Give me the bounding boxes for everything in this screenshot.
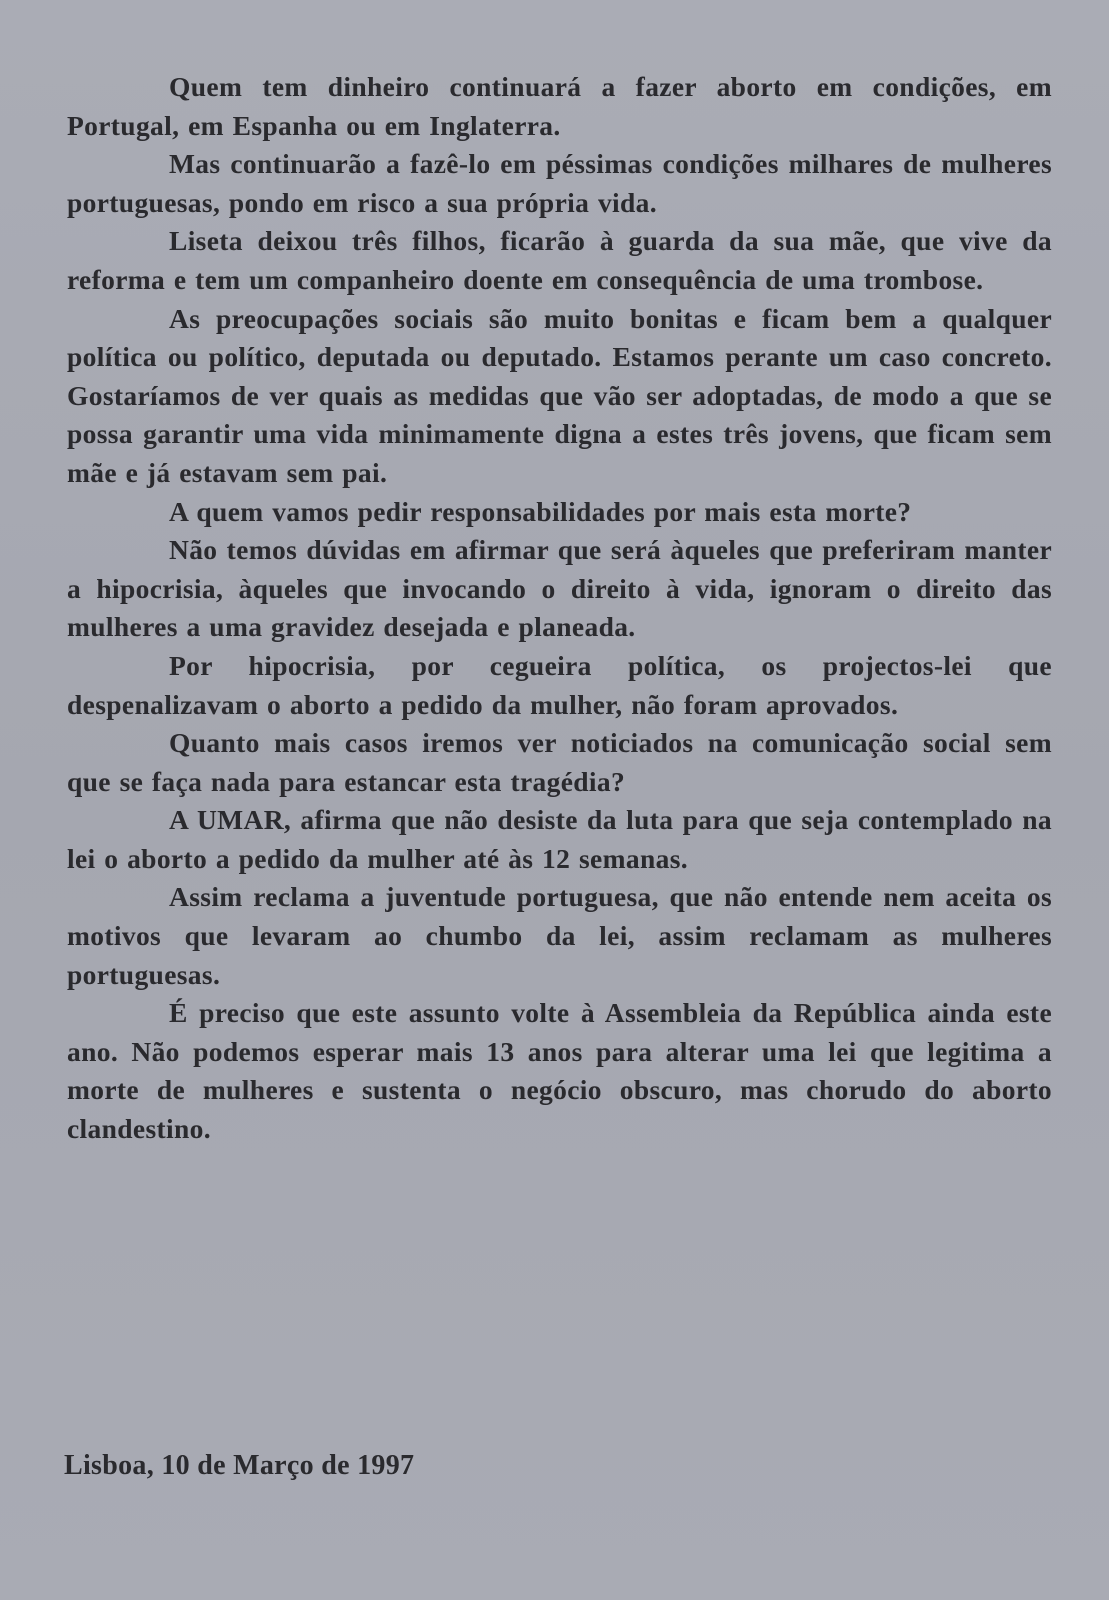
paragraph-10: Assim reclama a juventude portuguesa, que não entende nem aceita os motivos que levaram ao chumbo da lei, assim reclamam as mulheres portuguesas. — [67, 881, 1052, 990]
paragraph-9: A UMAR, afirma que não desiste da luta para que seja contemplado na lei o aborto a pedido da mulher até às 12 semanas. — [67, 804, 1052, 874]
document-body — [67, 68, 1052, 1149]
paragraph-5: A quem vamos pedir responsabilidades por mais esta morte? — [169, 495, 912, 527]
paragraph-2: Mas continuarão a fazê-lo em péssimas condições milhares de mulheres portuguesas, pondo em risco a sua própria vida. — [67, 148, 1052, 218]
paragraph-7: Por hipocrisia, por cegueira política, os projectos-lei que despenalizavam o aborto a pedido da mulher, não foram aprovados. — [67, 649, 1052, 720]
paragraph-3: Liseta deixou três filhos, ficarão à guarda da sua mãe, que vive da reforma e tem um companheiro doente em consequência de uma trombose. — [67, 225, 1052, 295]
paragraph-11: É preciso que este assunto volte à Assembleia da República ainda este ano. Não podemos esperar mais 13 anos para alterar uma lei que legitima a morte de mulheres e sustenta o negócio obscuro, mas chorudo do aborto clandestino. — [67, 997, 1052, 1145]
place-and-date: Lisboa, 10 de Março de 1997 — [64, 1450, 415, 1481]
paragraph-1: Quem tem dinheiro continuará a fazer aborto em condições, em Portugal, em Espanha ou em Inglaterra. — [67, 71, 1052, 141]
paragraph-6: Não temos dúvidas em afirmar que será àqueles que preferiram manter a hipocrisia, àqueles que invocando o direito à vida, ignoram o direito das mulheres a uma gravidez desejada e planeada. — [67, 534, 1052, 643]
paragraph-4: As preocupações sociais são muito bonitas e ficam bem a qualquer política ou político, deputada ou deputado. Estamos perante um caso concreto. Gostaríamos de ver quais as medidas que vão ser adoptadas, de modo a que se possa garantir uma vida minimamente digna a estes três jovens, que ficam sem mãe e já estavam sem pai. — [67, 302, 1052, 488]
paragraph-8: Quanto mais casos iremos ver noticiados na comunicação social sem que se faça nada para estancar esta tragédia? — [67, 727, 1052, 797]
